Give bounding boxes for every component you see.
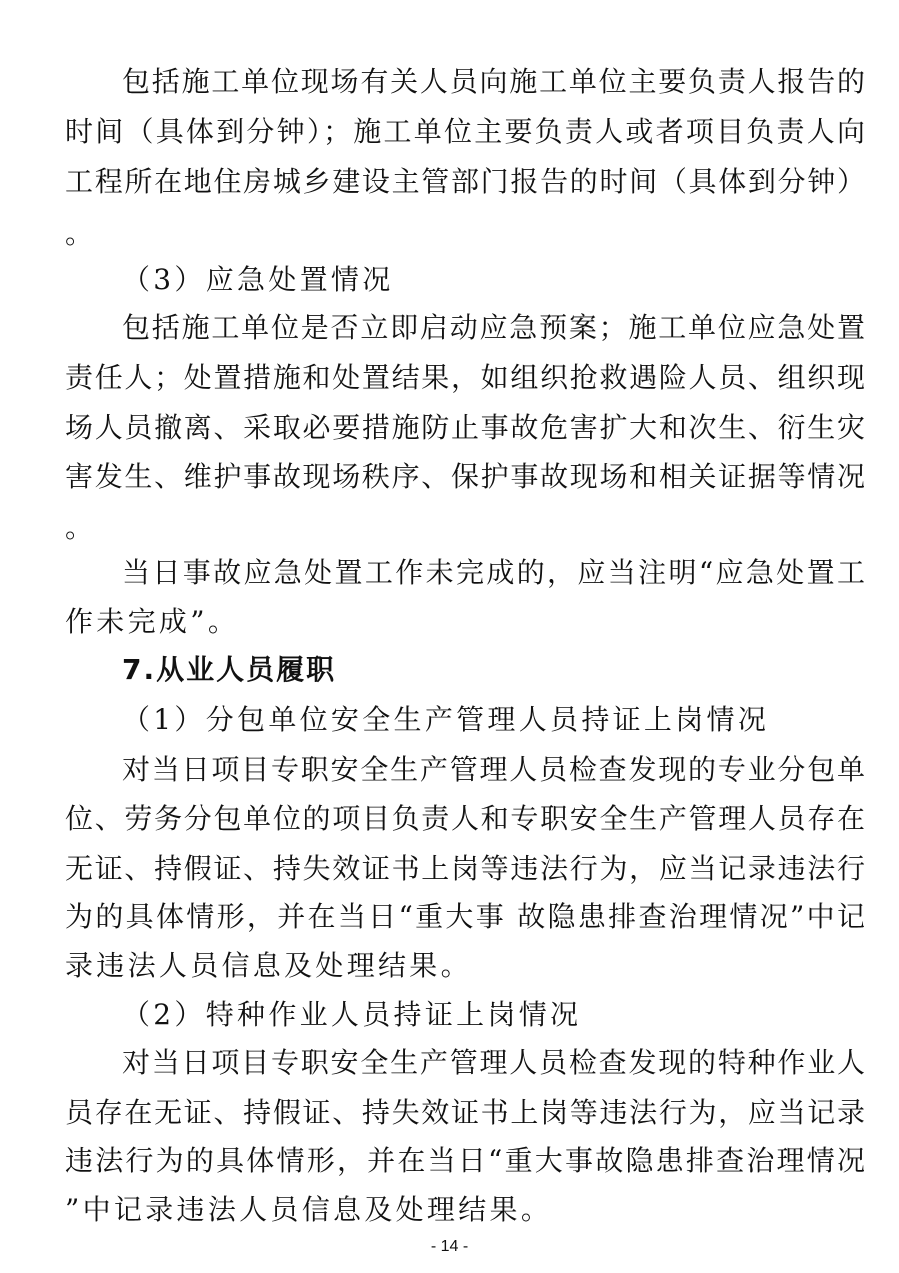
- paragraph-line: 对当日项目专职安全生产管理人员检查发现的专业分包单: [122, 753, 865, 786]
- section-heading: 7.从业人员履职: [122, 653, 337, 686]
- paragraph-line: 害发生、维护事故现场秩序、保护事故现场和相关证据等情况: [65, 460, 865, 493]
- paragraph-line: 包括施工单位现场有关人员向施工单位主要负责人报告的: [122, 65, 865, 98]
- subsection-heading: （1）分包单位安全生产管理人员持证上岗情况: [122, 703, 770, 736]
- paragraph-line: 员存在无证、持假证、持失效证书上岗等违法行为，应当记录: [65, 1096, 865, 1129]
- paragraph-line: 当日事故应急处置工作未完成的，应当注明“应急处置工: [122, 556, 865, 589]
- paragraph-line: 时间（具体到分钟）；施工单位主要负责人或者项目负责人向: [65, 115, 865, 148]
- paragraph-line: 。: [65, 217, 97, 250]
- paragraph-line: 责任人；处置措施和处置结果，如组织抢救遇险人员、组织现: [65, 361, 865, 394]
- subsection-heading: （3）应急处置情况: [122, 263, 394, 296]
- paragraph-line: 工程所在地住房城乡建设主管部门报告的时间（具体到分钟）: [65, 165, 865, 198]
- paragraph-line: 作未完成”。: [65, 605, 240, 638]
- paragraph-line: 对当日项目专职安全生产管理人员检查发现的特种作业人: [122, 1046, 865, 1079]
- paragraph-line: 无证、持假证、持失效证书上岗等违法行为，应当记录违法行: [65, 852, 865, 885]
- paragraph-line: 。: [65, 511, 97, 544]
- paragraph-line: 场人员撤离、采取必要措施防止事故危害扩大和次生、衍生灾: [65, 411, 865, 444]
- paragraph-line: 违法行为的具体情形，并在当日“重大事故隐患排查治理情况: [65, 1144, 865, 1177]
- paragraph-line: 位、劳务分包单位的项目负责人和专职安全生产管理人员存在: [65, 802, 865, 835]
- paragraph-line: 为的具体情形，并在当日“重大事 故隐患排查治理情况”中记: [65, 900, 865, 933]
- paragraph-line: 包括施工单位是否立即启动应急预案；施工单位应急处置: [122, 311, 865, 344]
- subsection-heading: （2）特种作业人员持证上岗情况: [122, 998, 582, 1031]
- paragraph-line: 录违法人员信息及处理结果。: [65, 949, 472, 982]
- page-number: - 14 -: [430, 1238, 469, 1255]
- paragraph-line: ”中记录违法人员信息及处理结果。: [65, 1193, 553, 1226]
